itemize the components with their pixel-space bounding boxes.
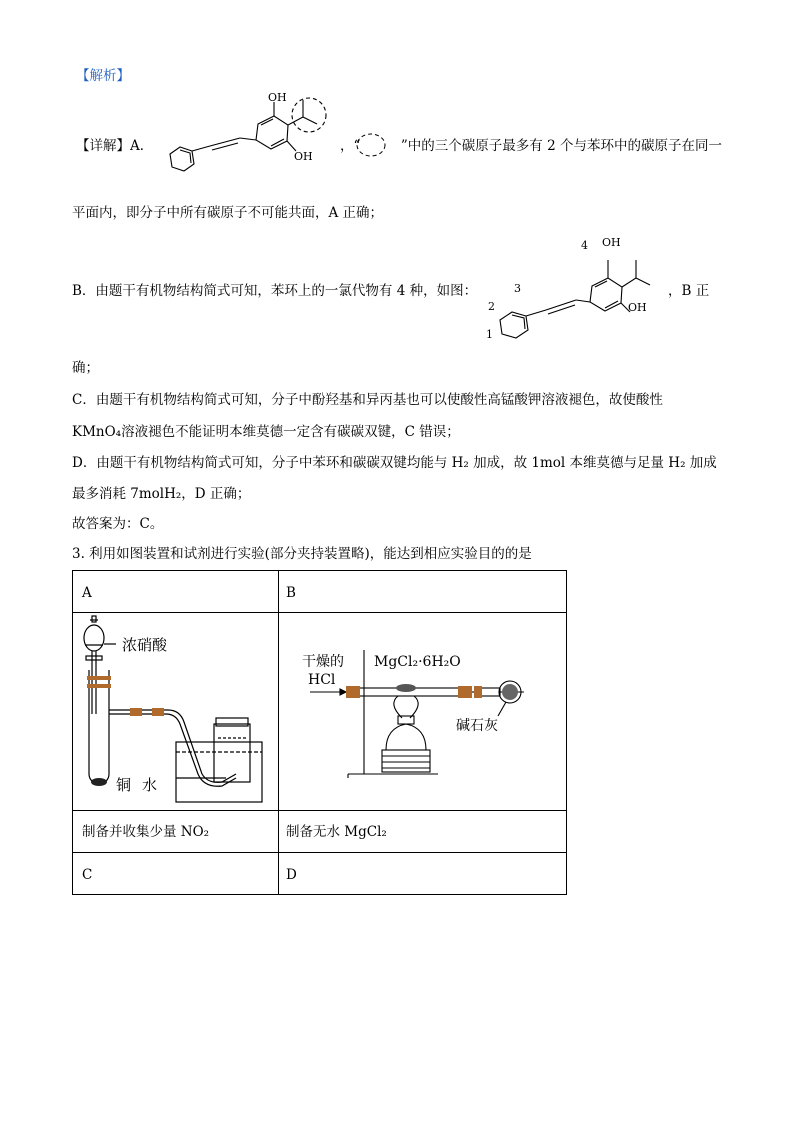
analysis-answer: 故答案为：C。: [72, 516, 164, 532]
gas-label-line2: HCl: [308, 672, 336, 688]
analysis-b-suffix: ，B 正: [668, 283, 710, 299]
apparatus-a-diagram: [76, 614, 276, 809]
analysis-c-line2: KMnO₄溶液褪色不能证明本维莫德一定含有碳碳双键，C 错误；: [72, 424, 460, 440]
analysis-heading: 【解析】: [76, 68, 130, 84]
reagent-label-copper: 铜: [116, 776, 132, 794]
molecule-structure-a: [160, 88, 360, 198]
position-label-1: 1: [486, 328, 493, 341]
analysis-b-line2: 确；: [72, 360, 99, 376]
table-cell-b-header: B: [278, 570, 567, 613]
analysis-a-line2: 平面内，即分子中所有碳原子不可能共面，A 正确；: [72, 205, 384, 221]
table-cell-a-header: A: [72, 570, 279, 613]
position-label-4: 4: [581, 239, 588, 252]
analysis-a-line1: ，“ ”中的三个碳原子最多有 2 个与苯环中的碳原子在同一: [340, 138, 722, 154]
reagent-label-water: 水: [142, 776, 158, 794]
apparatus-b-diagram: [288, 648, 548, 788]
oh-label: OH: [268, 91, 287, 104]
absorber-label: 碱石灰: [456, 718, 498, 734]
position-label-3: 3: [514, 282, 521, 295]
table-cell-b-purpose: 制备无水 MgCl₂: [278, 810, 567, 853]
table-cell-a-purpose: 制备并收集少量 NO₂: [72, 810, 279, 853]
analysis-c-line1: C．由题干有机物结构简式可知，分子中酚羟基和异丙基也可以使酸性高锰酸钾溶液褪色，故使酸性: [72, 392, 663, 408]
table-cell-d-header: D: [278, 852, 567, 895]
question-stem: 3. 利用如图装置和试剂进行实验(部分夹持装置略)，能达到相应实验目的的是: [72, 546, 532, 562]
gas-label-line1: 干燥的: [302, 654, 344, 670]
position-label-2: 2: [488, 300, 495, 313]
oh-label: OH: [294, 150, 313, 163]
detail-label-a: 【详解】A．: [76, 138, 154, 154]
oh-label: OH: [628, 301, 647, 314]
sample-label: MgCl₂·6H₂O: [374, 654, 461, 670]
analysis-b-line1: B．由题干有机物结构简式可知，苯环上的一氯代物有 4 种，如图：: [72, 283, 478, 299]
analysis-d-line2: 最多消耗 7molH₂，D 正确；: [72, 486, 251, 502]
molecule-structure-b: [484, 232, 684, 342]
oh-label: OH: [602, 236, 621, 249]
reagent-label-nitric-acid: 浓硝酸: [122, 636, 168, 654]
analysis-d-line1: D．由题干有机物结构简式可知，分子中苯环和碳碳双键均能与 H₂ 加成，故 1mol 本维莫德与足量 H₂ 加成: [72, 455, 717, 471]
table-cell-c-header: C: [72, 852, 279, 895]
